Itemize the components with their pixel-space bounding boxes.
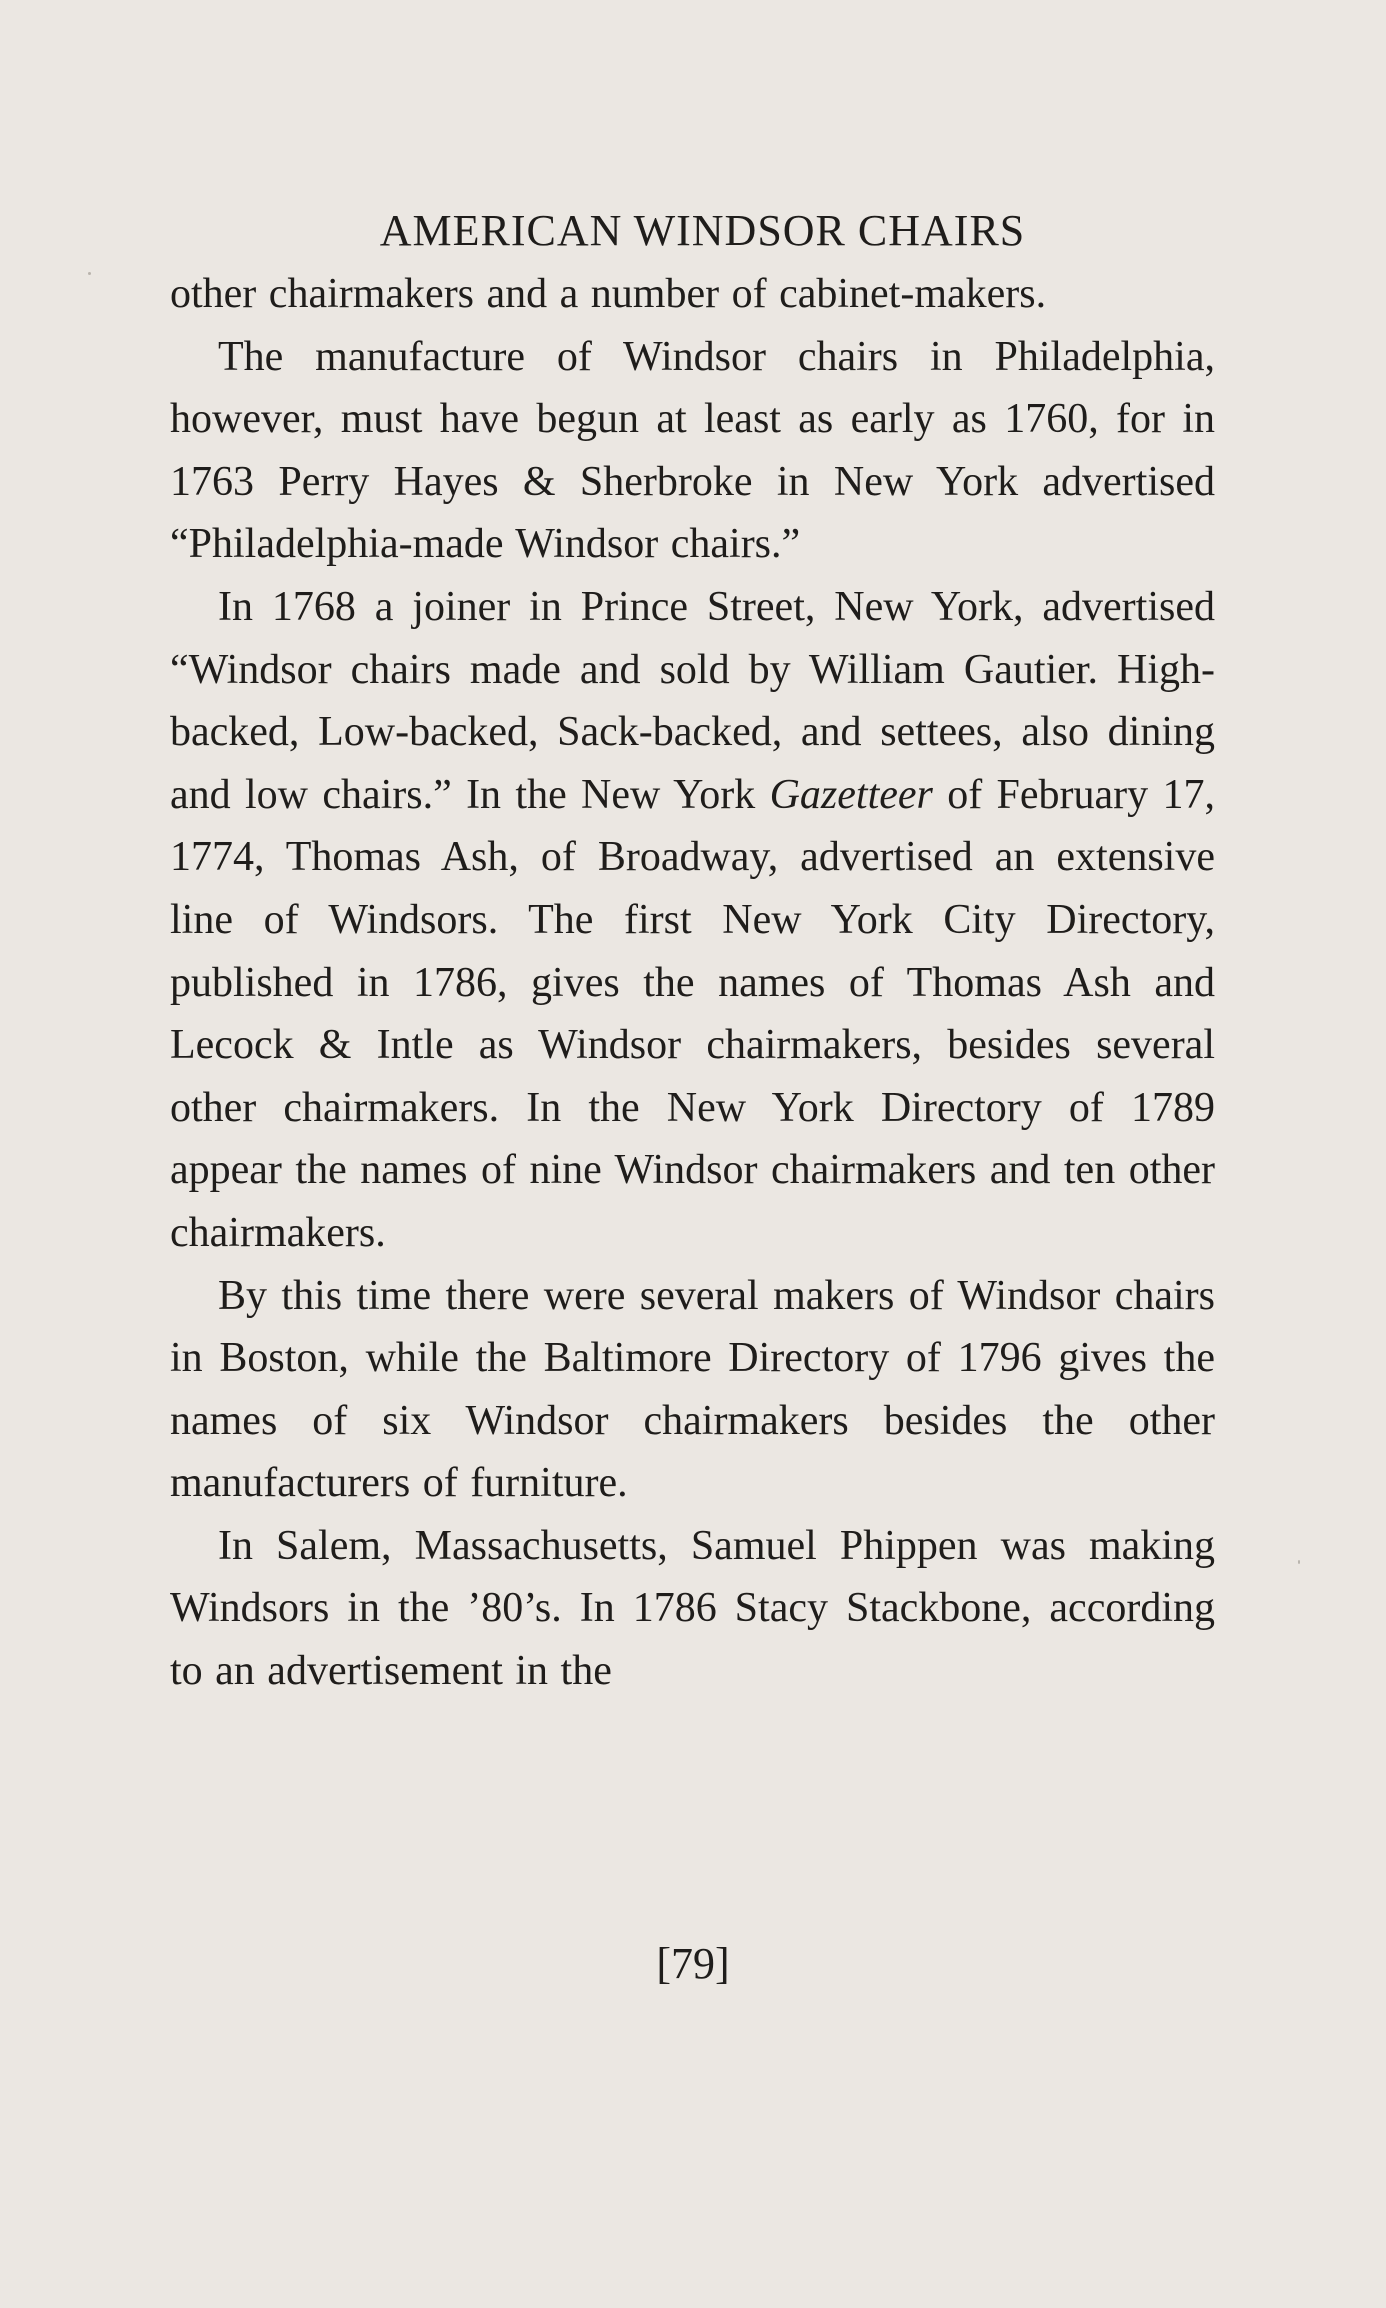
body-text <box>170 263 1215 1703</box>
text-run: In 1768 a joiner in Prince Street, New York, advertised “Windsor chairs made and sold by William Gautier. High-backed, Low-backed, Sack-backed, and settees, also dining and low chairs.” In the New York <box>170 583 1215 818</box>
paragraph <box>170 263 1215 326</box>
text-run: of February 17, 1774, Thomas Ash, of Broadway, advertised an extensive line of Windsors. The first New York City Directory, published in 1786, gives the names of Thomas Ash and Lecock & Intle as Windsor chairmakers, besides several other chairmakers. In the New York Directory of 1789 appear the names of nine Windsor chairmakers and ten other chairmakers. <box>170 771 1215 1256</box>
paragraph <box>170 1515 1215 1703</box>
book-page <box>170 205 1215 1703</box>
running-head: AMERICAN WINDSOR CHAIRS <box>379 206 1026 255</box>
paragraph <box>170 326 1215 576</box>
paragraph <box>170 1265 1215 1515</box>
page-number: [79] <box>656 1939 730 1988</box>
italic-title: Gazetteer <box>769 771 933 818</box>
paragraph <box>170 576 1215 1265</box>
paper-speck <box>1298 1560 1300 1564</box>
text-run: The manufacture of Windsor chairs in Philadelphia, however, must have begun at least as early as 1760, for in 1763 Perry Hayes & Sherbroke in New York advertised “Philadelphia-made Windsor chairs.” <box>170 333 1215 568</box>
paper-speck <box>88 272 91 275</box>
text-run: other chairmakers and a number of cabinet-makers. <box>170 271 1047 317</box>
text-run: In Salem, Massachusetts, Samuel Phippen was making Windsors in the ’80’s. In 1786 Stacy Stackbone, according to an advertisement in the <box>170 1522 1215 1695</box>
text-run: By this time there were several makers of Windsor chairs in Boston, while the Baltimore Directory of 1796 gives the names of six Windsor chairmakers besides the other manufacturers of furniture. <box>170 1272 1215 1507</box>
